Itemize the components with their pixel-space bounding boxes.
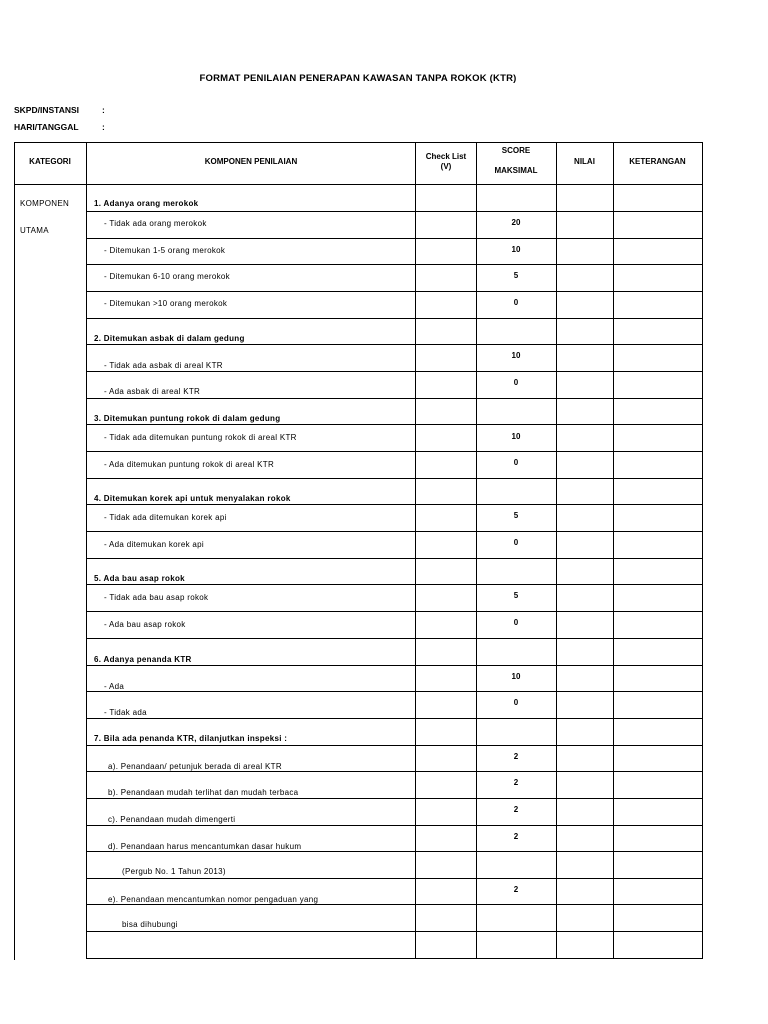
document-title: FORMAT PENILAIAN PENERAPAN KAWASAN TANPA ROKOK (KTR): [199, 73, 517, 84]
row-separator: [86, 238, 703, 239]
max-score-value: 10: [511, 351, 521, 360]
criterion-option: a). Penandaan/ petunjuk berada di areal KTR: [108, 762, 282, 771]
criterion-option: - Tidak ada: [104, 708, 147, 717]
row-separator: [86, 398, 703, 399]
row-separator: [86, 878, 703, 879]
criterion-option: - Tidak ada orang merokok: [104, 219, 207, 228]
field-colon: :: [102, 122, 105, 132]
criterion-option: - Tidak ada asbak di areal KTR: [104, 361, 223, 370]
header-nilai: NILAI: [574, 157, 595, 166]
row-separator: [86, 478, 703, 479]
row-separator: [86, 291, 703, 292]
row-separator: [86, 584, 703, 585]
header-checklist-v: (V): [440, 162, 452, 171]
header-kategori: KATEGORI: [29, 157, 71, 166]
criterion-option: b). Penandaan mudah terlihat dan mudah terbaca: [108, 788, 299, 797]
row-separator: [86, 665, 703, 666]
column-divider: [415, 142, 416, 958]
row-separator: [86, 958, 703, 959]
row-separator: [86, 798, 703, 799]
max-score-value: 10: [511, 432, 521, 441]
criterion-heading: 3. Ditemukan puntung rokok di dalam gedung: [94, 414, 281, 423]
criterion-option: - Tidak ada ditemukan korek api: [104, 513, 227, 522]
max-score-value: 0: [513, 458, 519, 467]
max-score-value: 0: [513, 538, 519, 547]
row-separator: [86, 825, 703, 826]
header-score: SCORE: [501, 146, 531, 155]
criterion-heading: 2. Ditemukan asbak di dalam gedung: [94, 334, 245, 343]
criterion-heading: 1. Adanya orang merokok: [94, 199, 199, 208]
field-label: HARI/TANGGAL: [14, 122, 79, 132]
row-separator: [86, 318, 703, 319]
criterion-option: - Ditemukan 6-10 orang merokok: [104, 272, 230, 281]
row-separator: [86, 558, 703, 559]
row-separator: [86, 451, 703, 452]
criterion-option: - Ada: [104, 682, 125, 691]
table-border-top: [14, 142, 703, 143]
criterion-option: c). Penandaan mudah dimengerti: [108, 815, 236, 824]
max-score-value: 20: [511, 218, 521, 227]
left-border: [14, 142, 15, 960]
criterion-heading: 4. Ditemukan korek api untuk menyalakan rokok: [94, 494, 291, 503]
criterion-option: - Ada bau asap rokok: [104, 620, 186, 629]
criterion-option: - Tidak ada ditemukan puntung rokok di areal KTR: [104, 433, 297, 442]
header-keterangan: KETERANGAN: [629, 157, 686, 166]
column-divider: [556, 142, 557, 958]
right-border: [702, 142, 703, 958]
row-separator: [86, 424, 703, 425]
row-separator: [86, 931, 703, 932]
criterion-heading: 5. Ada bau asap rokok: [94, 574, 185, 583]
row-separator: [86, 718, 703, 719]
column-divider: [86, 142, 87, 958]
row-separator: [86, 691, 703, 692]
max-score-value: 2: [513, 752, 519, 761]
header-checklist: Check List: [425, 152, 467, 161]
header-maksimal: MAKSIMAL: [494, 166, 538, 175]
field-colon: :: [102, 105, 105, 115]
category-line-1: KOMPONEN: [20, 199, 70, 208]
header-bottom-border: [14, 184, 703, 185]
max-score-value: 0: [513, 298, 519, 307]
max-score-value: 2: [513, 778, 519, 787]
row-separator: [86, 344, 703, 345]
max-score-value: 0: [513, 618, 519, 627]
criterion-option: (Pergub No. 1 Tahun 2013): [122, 867, 226, 876]
criterion-option: - Tidak ada bau asap rokok: [104, 593, 209, 602]
criterion-option: - Ditemukan 1-5 orang merokok: [104, 246, 226, 255]
criterion-option: - Ditemukan >10 orang merokok: [104, 299, 228, 308]
max-score-value: 10: [511, 672, 521, 681]
criterion-option: d). Penandaan harus mencantumkan dasar hukum: [108, 842, 302, 851]
max-score-value: 5: [513, 271, 519, 280]
max-score-value: 5: [513, 591, 519, 600]
criterion-option: - Ada asbak di areal KTR: [104, 387, 201, 396]
row-separator: [86, 611, 703, 612]
criterion-heading: 6. Adanya penanda KTR: [94, 655, 192, 664]
category-line-2: UTAMA: [20, 226, 49, 235]
row-separator: [86, 745, 703, 746]
row-separator: [86, 211, 703, 212]
row-separator: [86, 504, 703, 505]
criterion-option: e). Penandaan mencantumkan nomor pengaduan yang: [108, 895, 319, 904]
criterion-heading: 7. Bila ada penanda KTR, dilanjutkan inspeksi :: [94, 734, 288, 743]
header-komponen-penilaian: KOMPONEN PENILAIAN: [204, 157, 298, 166]
field-hari-tanggal: [14, 122, 105, 132]
max-score-value: 5: [513, 511, 519, 520]
row-separator: [86, 531, 703, 532]
row-separator: [86, 638, 703, 639]
max-score-value: 2: [513, 885, 519, 894]
criterion-option: bisa dihubungi: [122, 920, 178, 929]
max-score-value: 0: [513, 378, 519, 387]
field-label: SKPD/INSTANSI: [14, 105, 80, 115]
column-divider: [613, 142, 614, 958]
row-separator: [86, 371, 703, 372]
max-score-value: 10: [511, 245, 521, 254]
max-score-value: 2: [513, 832, 519, 841]
max-score-value: 0: [513, 698, 519, 707]
criterion-option: - Ada ditemukan korek api: [104, 540, 204, 549]
field-skpd-instansi: [14, 105, 105, 115]
max-score-value: 2: [513, 805, 519, 814]
criterion-option: - Ada ditemukan puntung rokok di areal KTR: [104, 460, 275, 469]
row-separator: [86, 264, 703, 265]
